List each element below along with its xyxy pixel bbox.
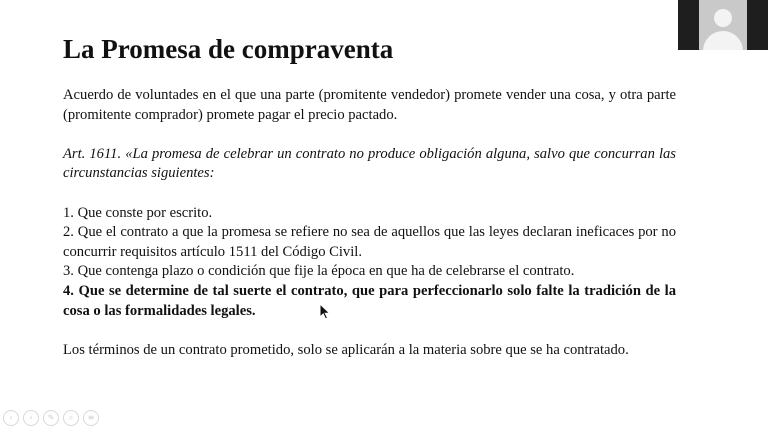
avatar-body bbox=[703, 31, 743, 50]
mouse-cursor-icon bbox=[319, 303, 331, 320]
menu-icon[interactable]: ≡ bbox=[83, 410, 99, 426]
article-paragraph: Art. 1611. «La promesa de celebrar un contrato no produce obligación alguna, salvo que concurran las circunstancias siguientes: bbox=[63, 145, 676, 182]
list-item: 2. Que el contrato a que la promesa se refiere no sea de aquellos que las leyes declaran ineficaces por no concurrir requisitos artículo 1511 del Código Civil. bbox=[63, 224, 676, 260]
slide-title: La Promesa de compraventa bbox=[63, 34, 394, 64]
webcam-thumbnail[interactable] bbox=[678, 0, 768, 50]
slide-toolbar bbox=[3, 410, 99, 426]
list-item: 3. Que contenga plazo o condición que fije la época en que ha de celebrarse el contrato. bbox=[63, 263, 575, 280]
closing-paragraph: Los términos de un contrato prometido, solo se aplicarán a la materia sobre que se ha contratado. bbox=[63, 341, 629, 358]
forward-icon[interactable]: › bbox=[23, 410, 39, 426]
person-silhouette-icon bbox=[699, 0, 747, 50]
list-item-highlighted: 4. Que se determine de tal suerte el contrato, que para perfeccionarlo solo falte la tradición de la cosa o las formalidades legales. bbox=[63, 282, 676, 319]
avatar-head bbox=[714, 9, 732, 27]
slide-content bbox=[63, 86, 676, 360]
definition-paragraph: Acuerdo de voluntades en el que una parte (promitente vendedor) promete vender una cosa, y otra parte (promitente comprador) promete pagar el precio pactado. bbox=[63, 87, 676, 123]
back-icon[interactable]: ‹ bbox=[3, 410, 19, 426]
paragraph-spacer bbox=[63, 321, 676, 341]
paragraph-spacer bbox=[63, 125, 676, 145]
pen-icon[interactable]: ✎ bbox=[43, 410, 59, 426]
search-icon[interactable]: ⌕ bbox=[63, 410, 79, 426]
list-item: 1. Que conste por escrito. bbox=[63, 204, 213, 221]
paragraph-spacer bbox=[63, 184, 676, 204]
